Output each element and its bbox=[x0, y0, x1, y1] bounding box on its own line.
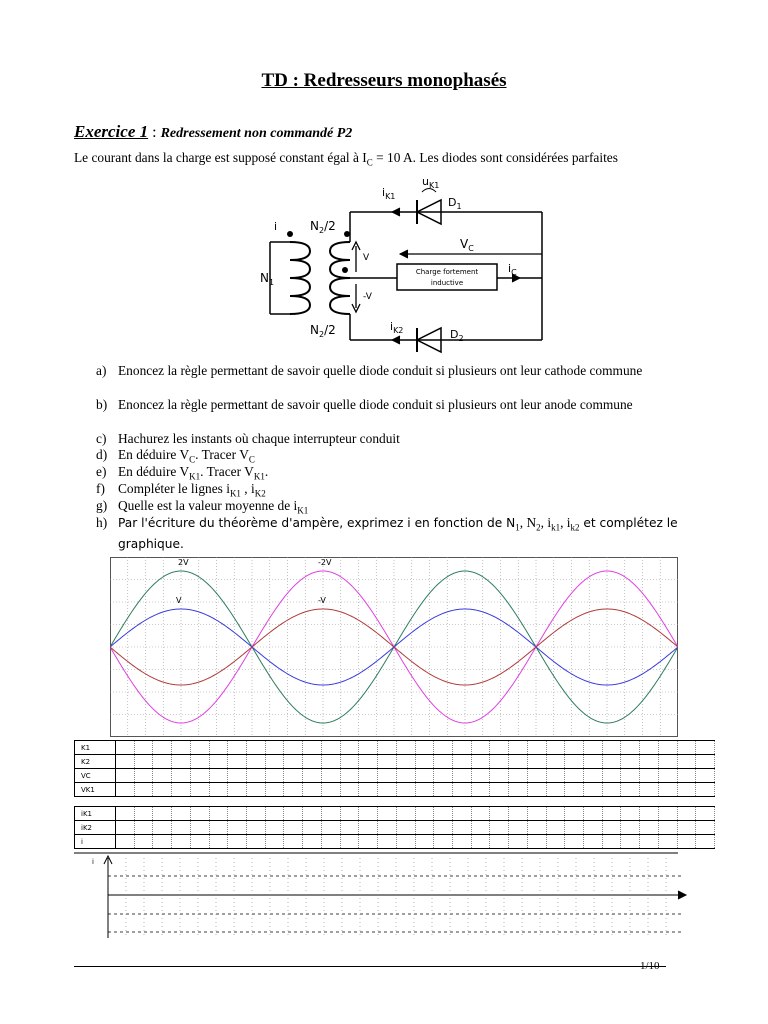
grid-cell bbox=[546, 755, 565, 769]
grid-cell bbox=[359, 821, 378, 835]
grid-cell bbox=[696, 835, 715, 849]
label-ic: $i_C$ bbox=[508, 262, 517, 277]
grid-cell bbox=[340, 741, 359, 755]
grid-cell bbox=[640, 807, 659, 821]
grid-cell bbox=[321, 755, 340, 769]
grid-cell bbox=[247, 769, 266, 783]
exercise-subtitle: Redressement non commandé P2 bbox=[160, 126, 353, 141]
grid-cell bbox=[471, 821, 490, 835]
circuit-diagram bbox=[250, 172, 560, 364]
grid-cell bbox=[527, 769, 546, 783]
grid-cell bbox=[116, 821, 135, 835]
grid-cell bbox=[209, 755, 228, 769]
exercise-heading bbox=[74, 122, 352, 142]
grid-cell bbox=[565, 755, 584, 769]
grid-cell bbox=[228, 769, 247, 783]
grid-cell bbox=[471, 783, 490, 797]
grid-cell bbox=[209, 769, 228, 783]
grid-cell bbox=[359, 755, 378, 769]
grid-cell bbox=[116, 807, 135, 821]
grid-cell bbox=[658, 755, 677, 769]
grid-cell bbox=[658, 741, 677, 755]
grid-cell bbox=[190, 755, 209, 769]
grid-cell bbox=[621, 807, 640, 821]
grid-cell bbox=[378, 835, 397, 849]
conduction-table bbox=[74, 740, 715, 797]
grid-cell bbox=[640, 755, 659, 769]
grid-cell bbox=[658, 769, 677, 783]
grid-cell bbox=[247, 755, 266, 769]
grid-cell bbox=[396, 807, 415, 821]
grid-cell bbox=[153, 755, 172, 769]
grid-cell bbox=[340, 821, 359, 835]
grid-cell bbox=[546, 807, 565, 821]
grid-cell bbox=[265, 835, 284, 849]
grid-cell bbox=[415, 755, 434, 769]
grid-cell bbox=[134, 741, 153, 755]
grid-cell bbox=[321, 783, 340, 797]
grid-cell bbox=[303, 755, 322, 769]
question-a: a) Enoncez la règle permettant de savoir quelle diode conduit si plusieurs ont leur cathode commune bbox=[96, 363, 643, 378]
grid-cell bbox=[303, 783, 322, 797]
grid-cell bbox=[583, 755, 602, 769]
grid-cell bbox=[602, 821, 621, 835]
grid-cell bbox=[134, 769, 153, 783]
label-n2-bot: $N_2/2$ bbox=[310, 323, 336, 339]
grid-cell bbox=[583, 835, 602, 849]
grid-cell bbox=[172, 769, 191, 783]
grid-cell bbox=[378, 783, 397, 797]
grid-cell bbox=[228, 807, 247, 821]
grid-cell bbox=[602, 741, 621, 755]
current-plot bbox=[74, 852, 694, 942]
row-label: K2 bbox=[75, 755, 116, 769]
current-table bbox=[74, 806, 715, 849]
grid-cell bbox=[452, 807, 471, 821]
grid-cell bbox=[509, 769, 528, 783]
grid-cell bbox=[303, 769, 322, 783]
grid-cell bbox=[340, 783, 359, 797]
grid-cell bbox=[471, 835, 490, 849]
grid-cell bbox=[490, 755, 509, 769]
grid-cell bbox=[546, 783, 565, 797]
grid-cell bbox=[396, 741, 415, 755]
grid-cell bbox=[509, 821, 528, 835]
grid-cell bbox=[209, 821, 228, 835]
grid-cell bbox=[621, 783, 640, 797]
grid-cell bbox=[452, 821, 471, 835]
grid-cell bbox=[190, 835, 209, 849]
label-uk1: $u_{K1}$ bbox=[422, 175, 440, 190]
grid-cell bbox=[284, 755, 303, 769]
page-title: TD : Redresseurs monophasés bbox=[261, 70, 507, 91]
load-label-1: Charge fortement bbox=[415, 268, 479, 276]
grid-cell bbox=[303, 835, 322, 849]
grid-cell bbox=[696, 821, 715, 835]
grid-cell bbox=[527, 783, 546, 797]
grid-cell bbox=[490, 769, 509, 783]
grid-cell bbox=[209, 807, 228, 821]
grid-cell bbox=[265, 783, 284, 797]
grid-cell bbox=[640, 783, 659, 797]
grid-cell bbox=[583, 807, 602, 821]
grid-cell bbox=[583, 769, 602, 783]
grid-cell bbox=[134, 807, 153, 821]
grid-cell bbox=[452, 783, 471, 797]
grid-cell bbox=[153, 835, 172, 849]
label-d2: $D_2$ bbox=[450, 328, 464, 343]
grid-cell bbox=[172, 741, 191, 755]
grid-cell bbox=[228, 821, 247, 835]
intro-sub: C bbox=[366, 157, 373, 168]
series-label-2v: 2V bbox=[178, 558, 189, 567]
row-label: iK2 bbox=[75, 821, 116, 835]
grid-cell bbox=[378, 755, 397, 769]
grid-cell bbox=[434, 821, 453, 835]
table-row bbox=[75, 769, 715, 783]
grid-cell bbox=[116, 835, 135, 849]
grid-cell bbox=[153, 741, 172, 755]
grid-cell bbox=[415, 835, 434, 849]
grid-cell bbox=[471, 807, 490, 821]
grid-cell bbox=[658, 807, 677, 821]
grid-cell bbox=[621, 741, 640, 755]
grid-cell bbox=[396, 835, 415, 849]
grid-cell bbox=[359, 769, 378, 783]
grid-cell bbox=[677, 783, 696, 797]
grid-cell bbox=[658, 821, 677, 835]
grid-cell bbox=[303, 807, 322, 821]
grid-cell bbox=[677, 769, 696, 783]
grid-cell bbox=[321, 807, 340, 821]
grid-cell bbox=[640, 835, 659, 849]
grid-cell bbox=[696, 783, 715, 797]
grid-cell bbox=[452, 835, 471, 849]
grid-cell bbox=[565, 783, 584, 797]
grid-cell bbox=[153, 769, 172, 783]
grid-cell bbox=[284, 821, 303, 835]
grid-cell bbox=[172, 755, 191, 769]
grid-cell bbox=[546, 821, 565, 835]
grid-cell bbox=[116, 741, 135, 755]
grid-cell bbox=[340, 769, 359, 783]
grid-cell bbox=[340, 755, 359, 769]
grid-cell bbox=[116, 783, 135, 797]
table-row bbox=[75, 807, 715, 821]
exercise-sep: : bbox=[148, 124, 161, 141]
exercise-name: Exercice 1 bbox=[74, 122, 149, 141]
grid-cell bbox=[359, 835, 378, 849]
grid-cell bbox=[490, 807, 509, 821]
grid-cell bbox=[602, 755, 621, 769]
question-e: e) En déduire $V_{K1}$. Tracer $V_{K1}$. bbox=[96, 464, 269, 482]
table-row bbox=[75, 835, 715, 849]
grid-cell bbox=[247, 807, 266, 821]
grid-cell bbox=[696, 769, 715, 783]
grid-cell bbox=[621, 755, 640, 769]
grid-cell bbox=[546, 835, 565, 849]
intro-part: = 10 A. Les diodes sont considérées parfaites bbox=[372, 150, 618, 165]
grid-cell bbox=[527, 755, 546, 769]
grid-cell bbox=[527, 821, 546, 835]
grid-cell bbox=[284, 835, 303, 849]
polarity-dot bbox=[287, 231, 293, 237]
grid-cell bbox=[677, 835, 696, 849]
grid-cell bbox=[677, 741, 696, 755]
grid-cell bbox=[509, 741, 528, 755]
grid-cell bbox=[658, 783, 677, 797]
grid-cell bbox=[527, 807, 546, 821]
grid-cell bbox=[209, 835, 228, 849]
grid-cell bbox=[228, 783, 247, 797]
grid-cell bbox=[378, 741, 397, 755]
grid-cell bbox=[471, 755, 490, 769]
grid-cell bbox=[396, 821, 415, 835]
label-i: i bbox=[274, 220, 278, 233]
question-f: f) Compléter le lignes $i_{K1}$ , $i_{K2}$ bbox=[96, 481, 266, 499]
grid-cell bbox=[490, 835, 509, 849]
grid-cell bbox=[658, 835, 677, 849]
grid-cell bbox=[321, 769, 340, 783]
row-label: VK1 bbox=[75, 783, 116, 797]
grid-cell bbox=[247, 835, 266, 849]
grid-cell bbox=[284, 769, 303, 783]
grid-cell bbox=[415, 807, 434, 821]
grid-cell bbox=[378, 769, 397, 783]
grid-cell bbox=[434, 755, 453, 769]
grid-cell bbox=[602, 769, 621, 783]
grid-cell bbox=[434, 783, 453, 797]
label-v: V bbox=[363, 253, 370, 263]
label-n2-top: $N_2/2$ bbox=[310, 219, 336, 235]
grid-cell bbox=[640, 769, 659, 783]
grid-cell bbox=[434, 835, 453, 849]
grid-cell bbox=[378, 807, 397, 821]
grid-cell bbox=[696, 741, 715, 755]
grid-cell bbox=[490, 821, 509, 835]
grid-cell bbox=[321, 821, 340, 835]
row-label: iK1 bbox=[75, 807, 116, 821]
grid-cell bbox=[396, 783, 415, 797]
grid-cell bbox=[116, 755, 135, 769]
grid-cell bbox=[190, 783, 209, 797]
grid-cell bbox=[247, 821, 266, 835]
grid-cell bbox=[153, 821, 172, 835]
grid-cell bbox=[153, 783, 172, 797]
grid-cell bbox=[696, 807, 715, 821]
grid-cell bbox=[640, 741, 659, 755]
grid-cell bbox=[583, 821, 602, 835]
grid-cell bbox=[172, 835, 191, 849]
grid-cell bbox=[677, 755, 696, 769]
grid-cell bbox=[359, 783, 378, 797]
grid-cell bbox=[116, 769, 135, 783]
grid-cell bbox=[434, 807, 453, 821]
grid-cell bbox=[228, 835, 247, 849]
grid-cell bbox=[471, 769, 490, 783]
table-row bbox=[75, 741, 715, 755]
grid-cell bbox=[134, 755, 153, 769]
grid-cell bbox=[602, 807, 621, 821]
grid-cell bbox=[452, 741, 471, 755]
row-label: K1 bbox=[75, 741, 116, 755]
grid-cell bbox=[359, 741, 378, 755]
grid-cell bbox=[527, 835, 546, 849]
grid-cell bbox=[415, 821, 434, 835]
grid-cell bbox=[265, 807, 284, 821]
grid-cell bbox=[209, 741, 228, 755]
grid-cell bbox=[340, 835, 359, 849]
grid-cell bbox=[509, 807, 528, 821]
grid-cell bbox=[696, 755, 715, 769]
grid-cell bbox=[490, 741, 509, 755]
grid-cell bbox=[583, 783, 602, 797]
grid-cell bbox=[209, 783, 228, 797]
label-minus-v: -V bbox=[363, 292, 372, 302]
grid-cell bbox=[134, 821, 153, 835]
grid-cell bbox=[677, 821, 696, 835]
label-ik1: $i_{K1}$ bbox=[382, 186, 396, 201]
label-ik2: $i_{K2}$ bbox=[390, 320, 404, 335]
grid-cell bbox=[172, 807, 191, 821]
grid-cell bbox=[640, 821, 659, 835]
grid-cell bbox=[415, 741, 434, 755]
question-g: g) Quelle est la valeur moyenne de $i_{K1}$ bbox=[96, 498, 309, 516]
label-vc: $V_C$ bbox=[460, 237, 474, 253]
grid-cell bbox=[509, 755, 528, 769]
grid-cell bbox=[583, 741, 602, 755]
grid-cell bbox=[415, 783, 434, 797]
question-h: h) Par l'écriture du théorème d'ampère, exprimez i en fonction de $N_1$, $N_2$, $i_{k1}$, $i_{k2}$ et complétez le graphique. bbox=[96, 515, 678, 552]
page-number: 1/10 bbox=[640, 960, 660, 972]
grid-cell bbox=[565, 835, 584, 849]
grid-cell bbox=[228, 741, 247, 755]
series-label-v: V bbox=[176, 596, 182, 605]
intro-text bbox=[74, 150, 618, 168]
intro-part: Le courant dans la charge est supposé constant égal à I bbox=[74, 150, 367, 165]
question-d: d) En déduire $V_C$. Tracer $V_C$ bbox=[96, 447, 255, 465]
grid-cell bbox=[321, 835, 340, 849]
waveform-chart bbox=[110, 557, 678, 737]
grid-cell bbox=[265, 741, 284, 755]
label-n1: $N_1$ bbox=[260, 271, 275, 287]
grid-cell bbox=[190, 769, 209, 783]
grid-cell bbox=[546, 769, 565, 783]
grid-cell bbox=[134, 783, 153, 797]
grid-cell bbox=[527, 741, 546, 755]
grid-cell bbox=[452, 755, 471, 769]
footer-rule bbox=[74, 966, 666, 967]
grid-cell bbox=[134, 835, 153, 849]
grid-cell bbox=[565, 821, 584, 835]
polarity-dot bbox=[342, 267, 348, 273]
grid-cell bbox=[359, 807, 378, 821]
table-row bbox=[75, 821, 715, 835]
grid-cell bbox=[265, 821, 284, 835]
grid-cell bbox=[434, 741, 453, 755]
question-b: b) Enoncez la règle permettant de savoir quelle diode conduit si plusieurs ont leur anode commune bbox=[96, 397, 633, 412]
grid-cell bbox=[303, 741, 322, 755]
grid-cell bbox=[378, 821, 397, 835]
grid-cell bbox=[340, 807, 359, 821]
polarity-dot bbox=[344, 231, 350, 237]
grid-cell bbox=[565, 769, 584, 783]
grid-cell bbox=[228, 755, 247, 769]
grid-cell bbox=[247, 741, 266, 755]
grid-cell bbox=[509, 783, 528, 797]
grid-cell bbox=[396, 755, 415, 769]
grid-cell bbox=[190, 807, 209, 821]
row-label: VC bbox=[75, 769, 116, 783]
grid-cell bbox=[303, 821, 322, 835]
grid-cell bbox=[153, 807, 172, 821]
grid-cell bbox=[247, 783, 266, 797]
grid-cell bbox=[284, 783, 303, 797]
grid-cell bbox=[452, 769, 471, 783]
load-label-2: inductive bbox=[430, 279, 464, 287]
label-d1: $D_1$ bbox=[448, 196, 462, 211]
question-c: c) Hachurez les instants où chaque interrupteur conduit bbox=[96, 431, 400, 446]
grid-cell bbox=[284, 741, 303, 755]
grid-cell bbox=[565, 807, 584, 821]
grid-cell bbox=[621, 821, 640, 835]
grid-cell bbox=[490, 783, 509, 797]
grid-cell bbox=[265, 769, 284, 783]
grid-cell bbox=[172, 783, 191, 797]
table-row bbox=[75, 755, 715, 769]
series-label-minus-2v: -2V bbox=[318, 558, 332, 567]
grid-cell bbox=[396, 769, 415, 783]
grid-cell bbox=[284, 807, 303, 821]
grid-cell bbox=[509, 835, 528, 849]
grid-cell bbox=[565, 741, 584, 755]
grid-cell bbox=[190, 741, 209, 755]
grid-cell bbox=[621, 835, 640, 849]
grid-cell bbox=[621, 769, 640, 783]
grid-cell bbox=[602, 783, 621, 797]
grid-cell bbox=[190, 821, 209, 835]
grid-cell bbox=[546, 741, 565, 755]
grid-cell bbox=[602, 835, 621, 849]
grid-cell bbox=[415, 769, 434, 783]
table-row bbox=[75, 783, 715, 797]
grid-cell bbox=[321, 741, 340, 755]
grid-cell bbox=[172, 821, 191, 835]
row-label: i bbox=[75, 835, 116, 849]
grid-cell bbox=[265, 755, 284, 769]
plot-label-i: i bbox=[92, 858, 94, 866]
series-label-minus-v: -V bbox=[318, 596, 326, 605]
grid-cell bbox=[471, 741, 490, 755]
grid-cell bbox=[434, 769, 453, 783]
grid-cell bbox=[677, 807, 696, 821]
